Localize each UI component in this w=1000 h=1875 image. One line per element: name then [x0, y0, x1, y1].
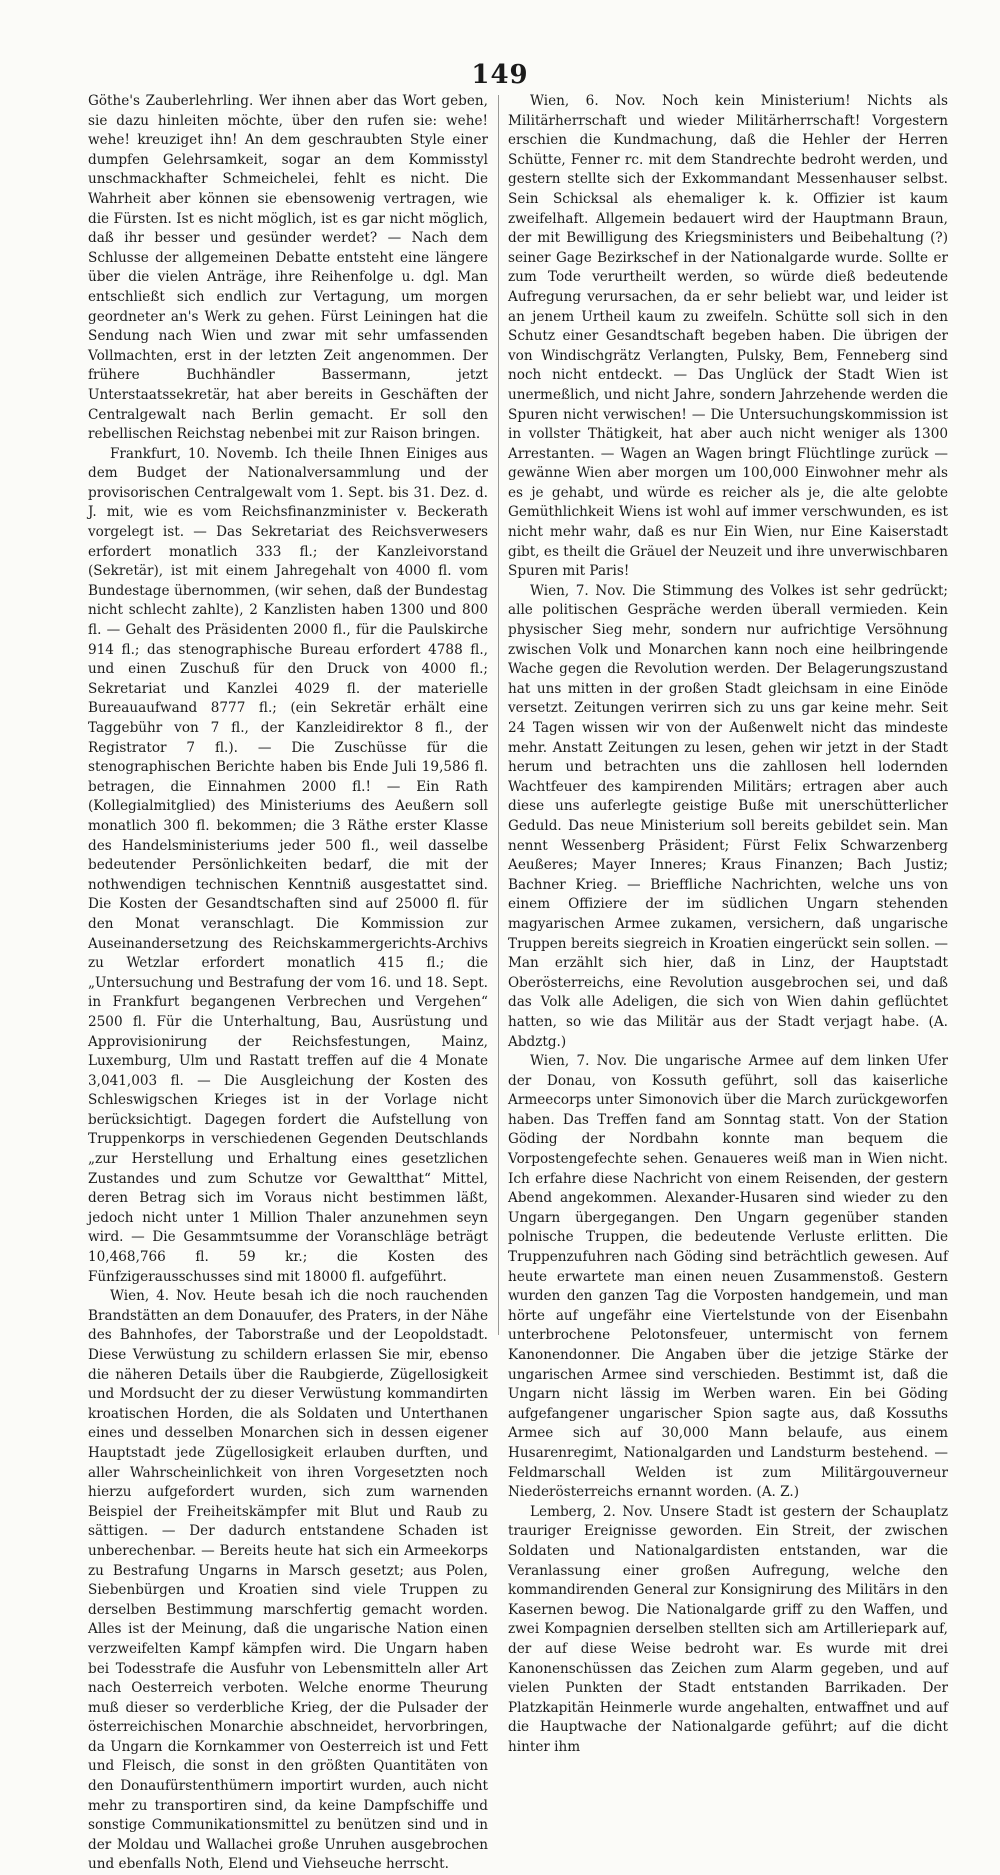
article-paragraph: Frankfurt, 10. Novemb. Ich theile Ihnen Einiges aus dem Budget der Nationalversammlung und der provisorischen Centralgewalt vom 1. Sept. bis 31. Dez. d. J. mit, wie es vom Reichsfinanzminister v. Beckerath vorgelegt ist. — Das Sekretariat des Reichsverwesers erfordert monatlich 333 fl.; der Kanzleivorstand (Sekretär), ist mit einem Jahregehalt von 4000 fl. vom Bundestage übernommen, (wir sehen, daß der Bundestag nicht schlecht zahlte), 2 Kanzlisten haben 1300 und 800 fl. — Gehalt des Präsidenten 2000 fl., für die Paulskirche 914 fl.; das stenographische Bureau erfordert 4788 fl., und einen Zuschuß für den Druck von 4000 fl.; Sekretariat und Kanzlei 4029 fl. der materielle Bureauaufwand 8777 fl.; (ein Sekretär erhält eine Taggebühr von 7 fl., der Kanzleidirektor 8 fl., der Registrator 7 fl.). — Die Zuschüsse für die stenographischen Berichte haben bis Ende Juli 19,586 fl. betragen, die Einnahmen 2000 fl.! — Ein Rath (Kollegialmitglied) des Ministeriums des Aeußern soll monatlich 300 fl. bekommen; die 3 Räthe erster Klasse des Handelsministeriums jeder 500 fl., weil dasselbe bedeutender Persönlichkeiten bedarf, die mit der nothwendigen technischen Kenntniß ausgestattet sind. Die Kosten der Gesandtschaften sind auf 25000 fl. für den Monat veranschlagt. Die Kommission zur Auseinandersetzung des Reichskammergerichts-Archivs zu Wetzlar erfordert monatlich 415 fl.; die „Untersuchung und Bestrafung der vom 16. und 18. Sept. in Frankfurt begangenen Verbrechen und Vergehen“ 2500 fl. Für die Unterhaltung, Bau, Ausrüstung und Approvisionirung der Reichsfestungen, Mainz, Luxemburg, Ulm und Rastatt treffen auf die 4 Monate 3,041,003 fl. — Die Ausgleichung der Kosten des Schleswigschen Krieges ist in der Vorlage nicht berücksichtigt. Dagegen fordert die Aufstellung von Truppenkorps in verschiedenen Gegenden Deutschlands „zur Herstellung und Erhaltung eines gesetzlichen Zustandes und zum Schutze vor Gewaltthat“ Mittel, deren Betrag sich im Voraus nicht bestimmen läßt, jedoch nicht unter 1 Million Thaler anzunehmen seyn wird. — Die Gesammtsumme der Voranschläge beträgt 10,468,766 fl. 59 kr.; die Kosten des Fünfzigerausschusses sind mit 18000 fl. aufgeführt. — [88, 445, 488, 1285]
article-paragraph: Wien, 4. Nov. Heute besah ich die noch rauchenden Brandstätten an dem Donauufer, des Praters, in der Nähe des Bahnhofes, der Taborstraße und der Leopoldstadt. Diese Verwüstung zu schildern erlassen Sie mir, ebenso die näheren Details über die Raubgierde, Zügellosigkeit und Mordsucht der zu dieser Verwüstung kommandirten kroatischen Horden, die als Soldaten und Unterthanen eines und desselben Monarchen sich in dessen eigener Hauptstadt jede Zügellosigkeit erlauben durften, und aller Wahrscheinlichkeit von ihren Vorgesetzten noch hierzu aufgefordert wurden, sich zum warnenden Beispiel der Freiheitskämpfer mit Blut und Raub zu sättigen. — Der dadurch entstandene Schaden ist unberechenbar. — Bereits heute hat sich ein Armeekorps zu Bestrafung Ungarns in Marsch gesetzt; aus Polen, Siebenbürgen und Kroatien sind viele Truppen zu derselben Bestimmung marschfertig gemacht worden. Alles ist der Meinung, daß die ungarische Nation einen verzweifelten Kampf kämpfen wird. Die Ungarn haben bei Todesstrafe die Ausfuhr von Lebensmitteln aller Art nach Oesterreich verboten. Welche enorme Theurung muß dieser so verderbliche Krieg, der die Pulsader der österreichischen Monarchie abschneidet, hervorbringen, da Ungarn die Kornkammer von Oesterreich ist und Fett und Fleisch, die sonst in den größten Quantitäten von den Donaufürstenthümern importirt wurden, auch nicht mehr zu transportiren sind, da keine Dampfschiffe und sonstige Communikationsmittel zu benützen sind und in der Moldau und Wallachei große Unruhen ausgebrochen und ebenfalls Noth, Elend und Viehseuche herrscht. — [88, 1288, 488, 1873]
column-divider — [498, 95, 499, 1335]
article-paragraph: Göthe's Zauberlehrling. Wer ihnen aber das Wort geben, sie dazu hinleiten möchte, über den rufen sie: wehe! wehe! kreuziget ihn! An dem geschraubten Style einer dumpfen Gelehrsamkeit, sogar an dem Kommisstyl unschmackhafter Schmeichelei, fehlt es nicht. Die Wahrheit aber können sie ebensowenig vertragen, wie die Fürsten. Ist es nicht möglich, ist es gar nicht möglich, daß ihr besser und gesünder werdet? — Nach dem Schlusse der allgemeinen Debatte entsteht eine längere über die vielen Anträge, ihre Reihenfolge u. dgl. Man entschließt sich endlich zur Vertagung, um morgen geordneter an's Werk zu gehen. Fürst Leiningen hat die Sendung nach Wien und zwar mit sehr umfassenden Vollmachten, erst in der letzten Zeit angenommen. Der frühere Buchhändler Bassermann, jetzt Unterstaatssekretär, hat aber bereits in Geschäften der Centralgewalt nach Berlin gemacht. Er soll den rebellischen Reichstag nebenbei mit zur Raison bringen. — [88, 93, 488, 443]
left-column — [88, 92, 488, 1873]
article-paragraph: Wien, 7. Nov. Die Stimmung des Volkes ist sehr gedrückt; alle politischen Gespräche werden überall vermieden. Kein physischer Sieg mehr, sondern nur aufrichtige Versöhnung zwischen Volk und Monarchen kann noch eine heilbringende Wache gegen die Revolution werden. Der Belagerungszustand hat uns mitten in der großen Stadt gleichsam in eine Einöde versetzt. Zeitungen verirren sich zu uns gar keine mehr. Seit 24 Tagen wissen wir von der Außenwelt nicht das mindeste mehr. Anstatt Zeitungen zu lesen, gehen wir jetzt in der Stadt herum und betrachten uns die zahllosen hell lodernden Wachtfeuer des kampirenden Militärs; ertragen aber auch diese uns auferlegte geistige Buße mit unerschütterlicher Geduld. Das neue Ministerium soll bereits gebildet sein. Man nennt Wessenberg Präsident; Fürst Felix Schwarzenberg Aeußeres; Mayer Inneres; Kraus Finanzen; Bach Justiz; Bachner Krieg. — Brieffliche Nachrichten, welche uns von einem Offiziere der im südlichen Ungarn stehenden magyarischen Armee zukamen, versichern, daß ungarische Truppen bereits siegreich in Kroatien eingerückt sein sollen. — Man erzählt sich hier, daß in Linz, der Hauptstadt Oberösterreichs, eine Revolution ausgebrochen sei, und daß das Volk alle Adeligen, die sich von Wien dahin geflüchtet hatten, so wie das Militär aus der Stadt verjagt habe. (A. Abdztg.) — [508, 582, 948, 1050]
article-paragraph: Wien, 7. Nov. Die ungarische Armee auf dem linken Ufer der Donau, von Kossuth geführt, soll das kaiserliche Armeecorps unter Simonovich über die March zurückgeworfen haben. Das Treffen fand am Sonntag statt. Von der Station Göding der Nordbahn konnte man bequem die Vorpostengefechte sehen. Genaueres weiß man in Wien nicht. Ich erfahre diese Nachricht von einem Reisenden, der gestern Abend angekommen. Alexander-Husaren sind wieder zu den Ungarn übergegangen. Den Ungarn gegenüber standen polnische Truppen, die bedeutende Verluste erlitten. Die Truppenzufuhren nach Göding sind beträchtlich gewesen. Auf heute erwartete man einen neuen Zusammenstoß. Gestern wurden den ganzen Tag die Vorposten handgemein, und man hörte auf ungefähr eine Viertelstunde von der Eisenbahn unterbrochene Pelotonsfeuer, untermischt von fernem Kanonendonner. Die Angaben über die jetzige Stärke der ungarischen Armee sind verschieden. Bestimmt ist, daß die Ungarn nicht lässig im Werben waren. Ein bei Göding aufgefangener ungarischer Spion sagte aus, daß Kossuths Armee sich auf 30,000 Mann belaufe, aus einem Husarenregimt, Nationalgarden und Landsturm bestehend. — Feldmarschall Welden ist zum Militärgouverneur Niederösterreichs ernannt worden. (A. Z.) — [508, 1053, 948, 1501]
page-number: 149 — [471, 60, 529, 90]
article-paragraph: Lemberg, 2. Nov. Unsere Stadt ist gestern der Schauplatz trauriger Ereignisse geworden. Ein Streit, der zwischen Soldaten und Nationalgardisten entstanden, war die Veranlassung einer großen Aufregung, welche den kommandirenden General zur Konsignirung des Militärs in den Kasernen bewog. Die Nationalgarde griff zu den Waffen, und zwei Kompagnien derselben stellten sich am Artilleriepark auf, der auf diese Weise bedroht war. Es wurde mit drei Kanonenschüssen das Zeichen zum Alarm gegeben, und auf vielen Punkten der Stadt entstanden Barrikaden. Der Platzkapitän Heinmerle wurde angehalten, entwaffnet und auf die Hauptwache der Nationalgarde geführt; auf die dicht hinter ihm — [508, 1503, 948, 1755]
article-paragraph: Wien, 6. Nov. Noch kein Ministerium! Nichts als Militärherrschaft und wieder Militärherrschaft! Vorgestern erschien die Kundmachung, daß die Hehler der Herren Schütte, Fenner rc. mit dem Standrechte bedroht werden, und gestern stellte sich der Exkommandant Messenhauser selbst. Sein Schicksal als ehemaliger k. k. Offizier ist kaum zweifelhaft. Allgemein bedauert wird der Hauptmann Braun, der mit Bewilligung des Kriegsministers und Beibehaltung (?) seiner Gage Bezirkschef in der Nationalgarde wurde. Sollte er zum Tode verurtheilt werden, so würde dieß bedeutende Aufregung verursachen, da er sehr beliebt war, und leider ist an jenem Urtheil kaum zu zweifeln. Schütte soll sich in den Schutz einer Gesandtschaft begeben haben. Die übrigen der von Windischgrätz Verlangten, Pulsky, Bem, Fenneberg sind noch nicht entdeckt. — Das Unglück der Stadt Wien ist unermeßlich, und nicht Jahre, sondern Jahrzehende werden die Spuren nicht verwischen! — Die Untersuchungskommission ist in vollster Thätigkeit, hat aber auch nicht weniger als 1300 Arrestanten. — Wagen an Wagen bringt Flüchtlinge zurück — gewänne Wien aber morgen um 100,000 Einwohner mehr als es je gehabt, und würde es reicher als je, die alte gelobte Gemüthlichkeit Wiens ist wohl auf immer verschwunden, es ist nicht mehr wahr, daß es nur Ein Wien, nur Eine Kaiserstadt gibt, es theilt die Gräuel der Neuzeit und ihre unverwischbaren Spuren mit Paris! — [508, 93, 948, 580]
right-column — [508, 92, 948, 1755]
